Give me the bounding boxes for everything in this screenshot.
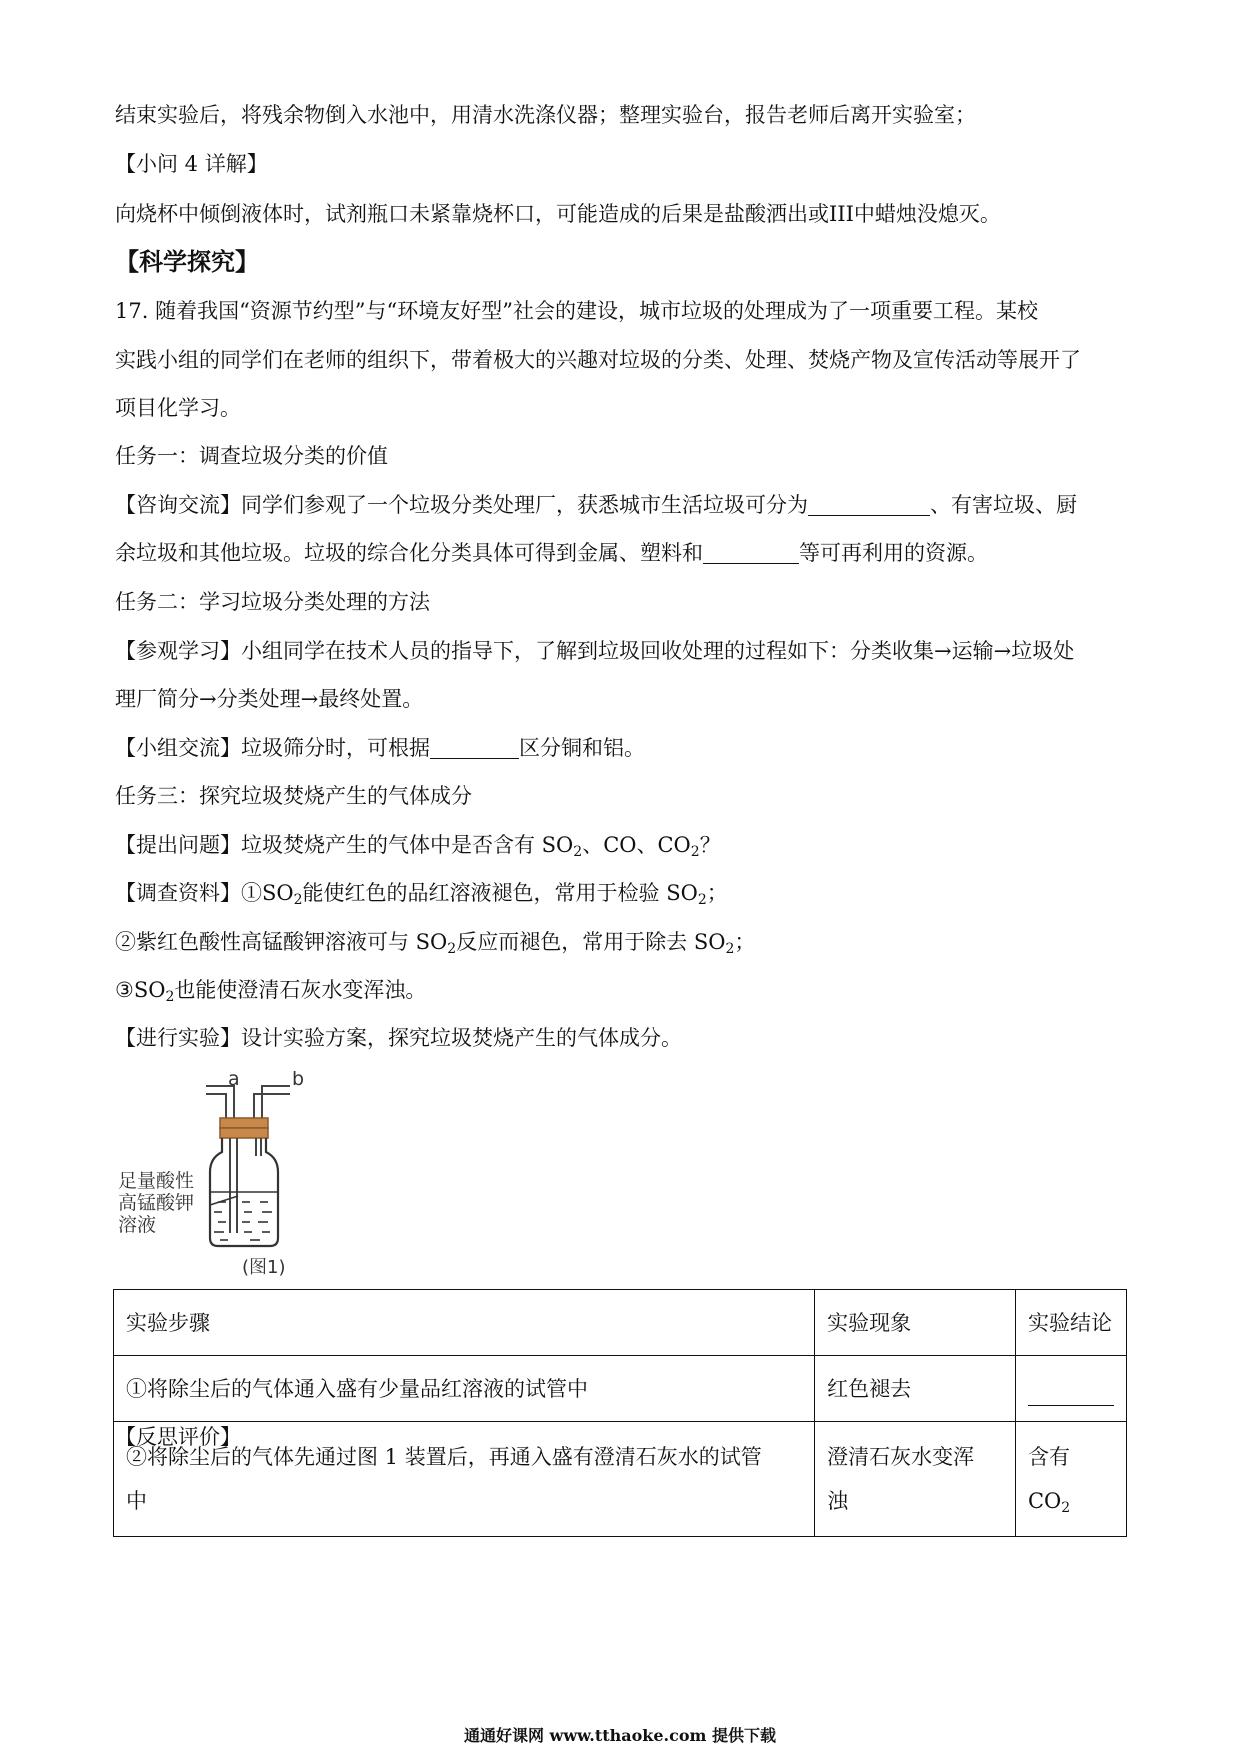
tube-label-a: a: [228, 1068, 240, 1090]
subscript: 2: [690, 844, 700, 860]
subscript: 2: [293, 892, 303, 908]
table-header-row: [114, 1290, 1127, 1356]
question-line: [115, 830, 1125, 860]
consult-text-b: 、有害垃圾、厨: [930, 493, 1077, 517]
material-text-c: ；: [706, 881, 728, 905]
experiment-table: [113, 1289, 1127, 1537]
row2-phenomenon-line2: 浊: [827, 1489, 849, 1513]
subscript: 2: [447, 941, 457, 957]
material-line1: [115, 878, 1125, 908]
table-row: [114, 1356, 1127, 1422]
task-three-heading: 任务三：探究垃圾焚烧产生的气体成分: [115, 784, 472, 808]
row2-phenomenon-line1: 澄清石灰水变浑: [827, 1445, 975, 1469]
question-17-line2: 实践小组的同学们在老师的组织下，带着极大的兴趣对垃圾的分类、处理、焚烧产物及宣传活动等展开了: [115, 348, 1081, 372]
material-text-a: 【调查资料】①SO: [115, 881, 294, 905]
row1-phenomenon: 红色褪去: [815, 1356, 1016, 1422]
material-line2: [115, 927, 1125, 957]
row1-conclusion: [1015, 1356, 1126, 1422]
group-text-b: 区分铜和铝。: [519, 736, 645, 760]
material-text-e: 反应而褪色，常用于除去 SO: [456, 930, 726, 954]
tube-label-b: b: [292, 1068, 305, 1090]
solution-label-line1: 足量酸性: [118, 1170, 195, 1192]
subscript: 2: [1061, 1500, 1071, 1516]
material-text-h: 也能使澄清石灰水变浑浊。: [174, 978, 427, 1002]
subquestion-4-heading: 【小问 4 详解】: [115, 152, 268, 176]
question-17-line1: 17. 随着我国“资源节约型”与“环境友好型”社会的建设，城市垃圾的处理成为了一项重要工程。某校: [115, 299, 1039, 323]
row2-conclusion-text: 含有 CO: [1027, 1445, 1070, 1513]
consult-paragraph-line2: [115, 538, 1125, 568]
answer-blank-3[interactable]: [430, 736, 519, 759]
paragraph-cleanup: 结束实验后，将残余物倒入水池中，用清水洗涤仪器；整理实验台，报告老师后离开实验室；: [115, 103, 976, 127]
group-text-a: 【小组交流】垃圾筛分时，可根据: [115, 736, 430, 760]
material-text-b: 能使红色的品红溶液褪色，常用于检验 SO: [302, 881, 698, 905]
consult-text-c: 余垃圾和其他垃圾。垃圾的综合化分类具体可得到金属、塑料和: [115, 541, 703, 565]
answer-blank-1[interactable]: [808, 493, 930, 516]
page-footer: 通通好课网 www.tthaoke.com 提供下载: [463, 1726, 777, 1745]
row2-step-line1: ②将除尘后的气体先通过图 1 装置后，再通入盛有澄清石灰水的试管: [126, 1445, 762, 1469]
material-line3: [115, 975, 1125, 1005]
task-one-heading: 任务一：调查垃圾分类的价值: [115, 444, 388, 468]
visit-paragraph-line1: 【参观学习】小组同学在技术人员的指导下，了解到垃圾回收处理的过程如下：分类收集→运输→垃圾处: [115, 639, 1075, 663]
group-exchange-line: [115, 733, 1125, 763]
question-text-b: 、CO、CO: [582, 833, 691, 857]
answer-blank-4[interactable]: [1028, 1383, 1114, 1406]
material-text-g: ③SO: [115, 978, 166, 1002]
figure-caption: (图1): [242, 1257, 286, 1278]
material-text-f: ；: [734, 930, 756, 954]
paragraph-explanation: 向烧杯中倾倒液体时，试剂瓶口未紧靠烧杯口，可能造成的后果是盐酸洒出或III中蜡烛没熄灭。: [115, 202, 1001, 226]
consult-text-d: 等可再利用的资源。: [799, 541, 988, 565]
figure-1-gas-washing-bottle: [110, 1068, 310, 1278]
material-text-d: ②紫红色酸性高锰酸钾溶液可与 SO: [115, 930, 448, 954]
consult-paragraph-line1: [115, 490, 1125, 520]
row1-step: ①将除尘后的气体通入盛有少量品红溶液的试管中: [114, 1356, 815, 1422]
subscript: 2: [725, 941, 735, 957]
subscript: 2: [697, 892, 707, 908]
solution-label-line2: 高锰酸钾: [118, 1192, 195, 1214]
consult-text-a: 【咨询交流】同学们参观了一个垃圾分类处理厂，获悉城市生活垃圾可分为: [115, 493, 808, 517]
solution-label-line3: 溶液: [118, 1214, 157, 1236]
visit-paragraph-line2: 理厂简分→分类处理→最终处置。: [115, 687, 424, 711]
task-two-heading: 任务二：学习垃圾分类处理的方法: [115, 590, 430, 614]
question-17-line3: 项目化学习。: [115, 396, 241, 420]
header-phenomenon: 实验现象: [815, 1290, 1016, 1356]
header-conclusion: 实验结论: [1015, 1290, 1126, 1356]
reflection-heading: 【反思评价】: [115, 1425, 241, 1449]
question-text-c: ？: [699, 833, 721, 857]
question-text-a: 【提出问题】垃圾焚烧产生的气体中是否含有 SO: [115, 833, 574, 857]
subscript: 2: [573, 844, 583, 860]
header-steps: 实验步骤: [114, 1290, 815, 1356]
answer-blank-2[interactable]: [703, 541, 799, 564]
row2-step-line2: 中: [126, 1489, 147, 1513]
experiment-intro: 【进行实验】设计实验方案，探究垃圾焚烧产生的气体成分。: [115, 1026, 682, 1050]
subscript: 2: [165, 989, 175, 1005]
section-heading-science-inquiry: 【科学探究】: [115, 247, 259, 276]
